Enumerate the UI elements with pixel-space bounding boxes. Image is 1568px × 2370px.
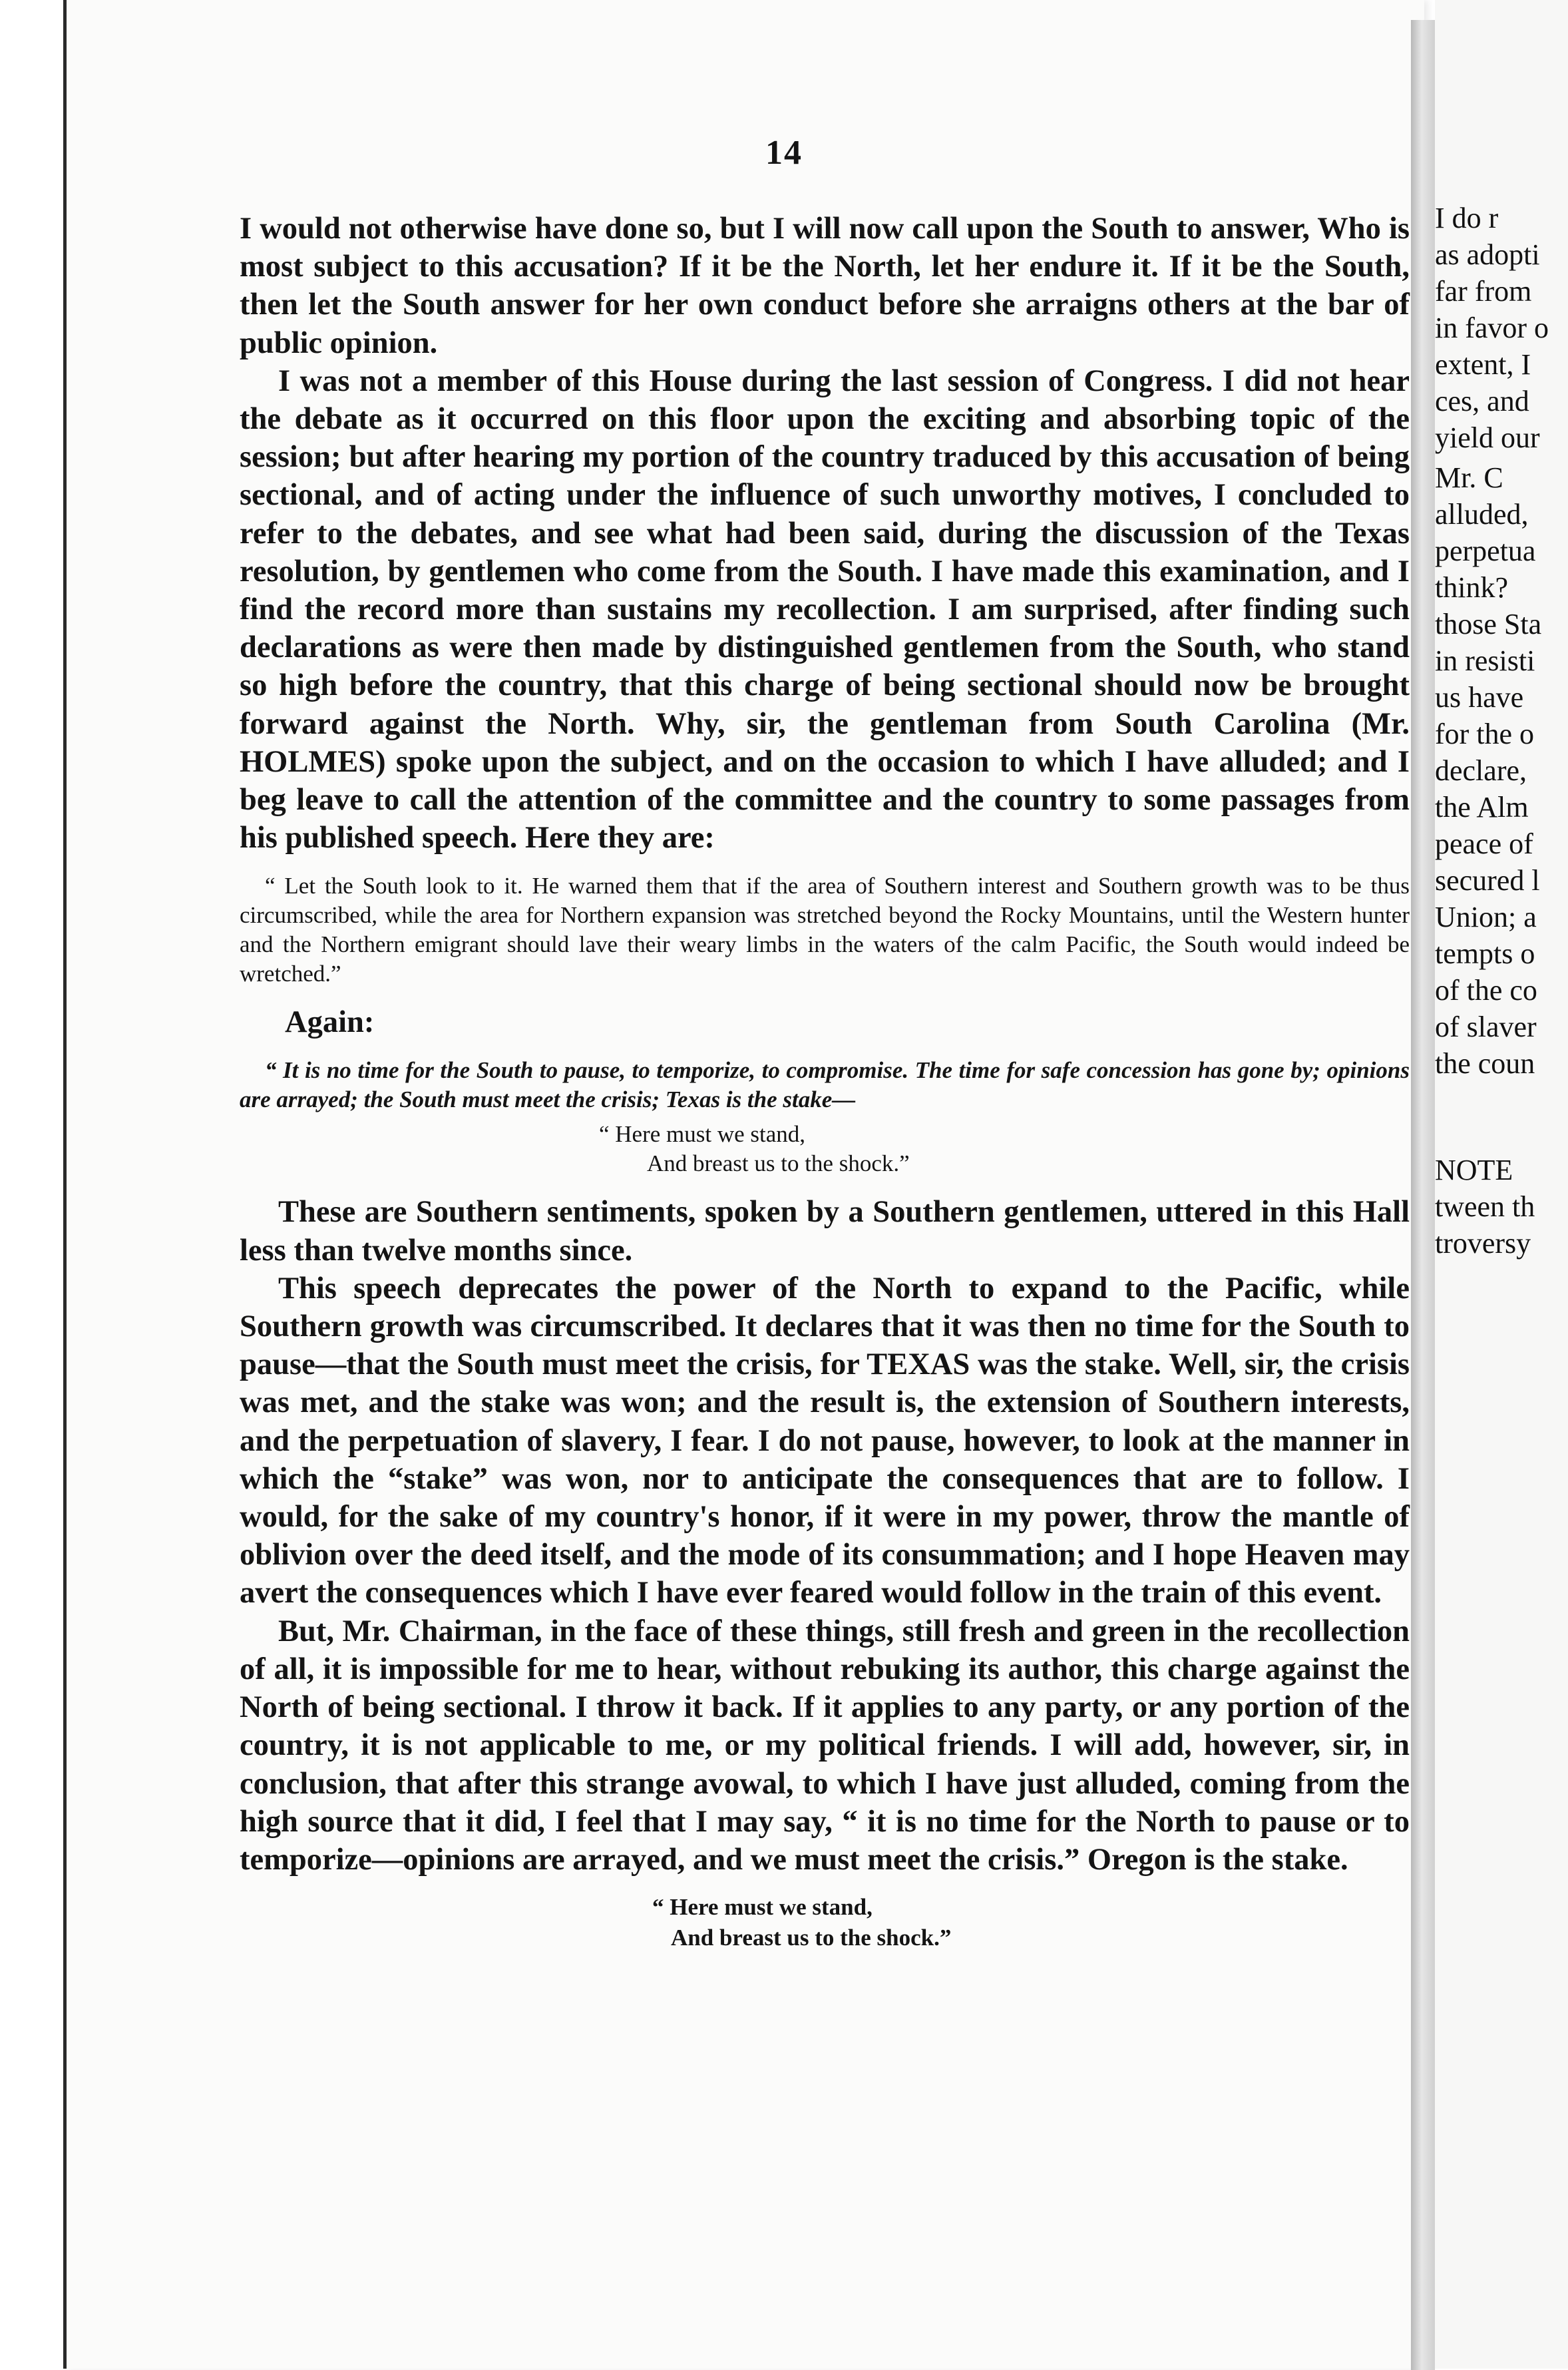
facing-line: alluded, — [1435, 498, 1529, 531]
facing-line: of the co — [1435, 974, 1537, 1007]
facing-line: ces, and — [1435, 385, 1529, 417]
facing-line: NOTE — [1435, 1154, 1513, 1186]
facing-line: yield our — [1435, 421, 1540, 454]
verse-line: “ Here must we stand, — [599, 1121, 806, 1148]
facing-line: far from — [1435, 275, 1532, 308]
verse-line: “ Here must we stand, — [652, 1894, 873, 1921]
verse-line: And breast us to the shock.” — [671, 1925, 952, 1951]
facing-line: Union; a — [1435, 901, 1537, 933]
closing-verse — [652, 1892, 1410, 1953]
facing-page — [1435, 0, 1568, 2369]
facing-line: in favor o — [1435, 312, 1549, 344]
facing-line: the Alm — [1435, 791, 1529, 824]
facing-line: I do r — [1435, 202, 1499, 234]
facing-line: troversy — [1435, 1227, 1531, 1260]
facing-line: extent, I — [1435, 348, 1531, 381]
facing-line: in resisti — [1435, 644, 1535, 677]
facing-line: the coun — [1435, 1047, 1535, 1080]
facing-line: for the o — [1435, 718, 1535, 750]
paragraph: But, Mr. Chairman, in the face of these things, still fresh and green in the recollection of all, it is impossible for me to hear, without rebuking its author, this charge against the North of being sectional. I throw it back. If it applies to any party, or any portion of the country, it is not applicable to me, or my political friends. I will add, however, sir, in conclusion, that after this strange avowal, to which I have just alluded, coming from the high source that it did, I feel that I may say, “ it is no time for the North to pause or to temporize—opinions are arrayed, and we must meet the crisis.” Oregon is the stake. — [240, 1614, 1410, 1877]
facing-line: secured l — [1435, 864, 1540, 897]
facing-line: tempts o — [1435, 937, 1535, 970]
verse-line: And breast us to the shock.” — [647, 1150, 910, 1177]
facing-line: as adopti — [1435, 238, 1540, 271]
paragraph: I was not a member of this House during the last session of Congress. I did not hear the debate as it occurred on this floor upon the exciting and absorbing topic of the session; but after hearing my portion of the country traduced by this accusation of being sectional, and of acting under the influence of such unworthy motives, I concluded to refer to the debates, and see what had been said, during the discussion of the Texas resolution, by gentlemen who come from the South. I have made this examination, and I find the record more than sustains my recollection. I am surprised, after finding such declarations as were then made by distinguished gentlemen from the South, who stand so high before the country, that this charge of being sectional should now be brought forward against the North. Why, sir, the gentleman from South Carolina (Mr. HOLMES) spoke upon the subject, and on the occasion to which I have alluded; and I beg leave to call the attention of the committee and the country to some passages from his published speech. Here they are: — [240, 363, 1410, 855]
again-label: Again: — [285, 1005, 375, 1040]
main-text — [240, 210, 1410, 1953]
block-quote: “ It is no time for the South to pause, to temporize, to compromise. The time for safe concession has gone by; opinions are arrayed; the South must meet the crisis; Texas is the stake— — [240, 1057, 1410, 1113]
block-quote: “ Let the South look to it. He warned them that if the area of Southern interest and Southern growth was to be thus circumscribed, while the area for Northern expansion was stretched beyond the Rocky Mountains, until the Western hunter and the Northern emigrant should lave their weary limbs in the waters of the calm Pacific, the South would indeed be wretched.” — [240, 873, 1410, 987]
facing-line: think? — [1435, 571, 1508, 604]
page-number: 14 — [765, 134, 803, 172]
facing-line: declare, — [1435, 754, 1527, 787]
facing-line: us have — [1435, 681, 1524, 714]
facing-line: of slaver — [1435, 1011, 1537, 1043]
facing-line: peace of — [1435, 828, 1533, 860]
facing-line: tween th — [1435, 1190, 1535, 1223]
facing-line: those Sta — [1435, 608, 1542, 640]
paragraph: This speech deprecates the power of the North to expand to the Pacific, while Southern growth was circumscribed. It declares that it was then no time for the South to pause—that the South must meet the crisis, for TEXAS was the stake. Well, sir, the crisis was met, and the stake was won; and the result is, the extension of Southern interests, and the perpetuation of slavery, I fear. I do not pause, however, to look at the manner in which the “stake” was won, nor to anticipate the consequences that are to follow. I would, for the sake of my country's honor, if it were in my power, throw the mantle of oblivion over the deed itself, and the mode of its consummation; and I hope Heaven may avert the consequences which I have ever feared would follow in the train of this event. — [240, 1271, 1410, 1610]
book-gutter — [1411, 20, 1435, 2370]
paragraph: These are Southern sentiments, spoken by a Southern gentlemen, uttered in this Hall less than twelve months since. — [240, 1195, 1410, 1268]
facing-line: Mr. C — [1435, 461, 1503, 494]
paragraph: I would not otherwise have done so, but I will now call upon the South to answer, Who is most subject to this accusation? If it be the North, let her endure it. If it be the South, then let the South answer for her own conduct before she arraigns others at the bar of public opinion. — [240, 212, 1410, 360]
facing-line: perpetua — [1435, 535, 1536, 567]
